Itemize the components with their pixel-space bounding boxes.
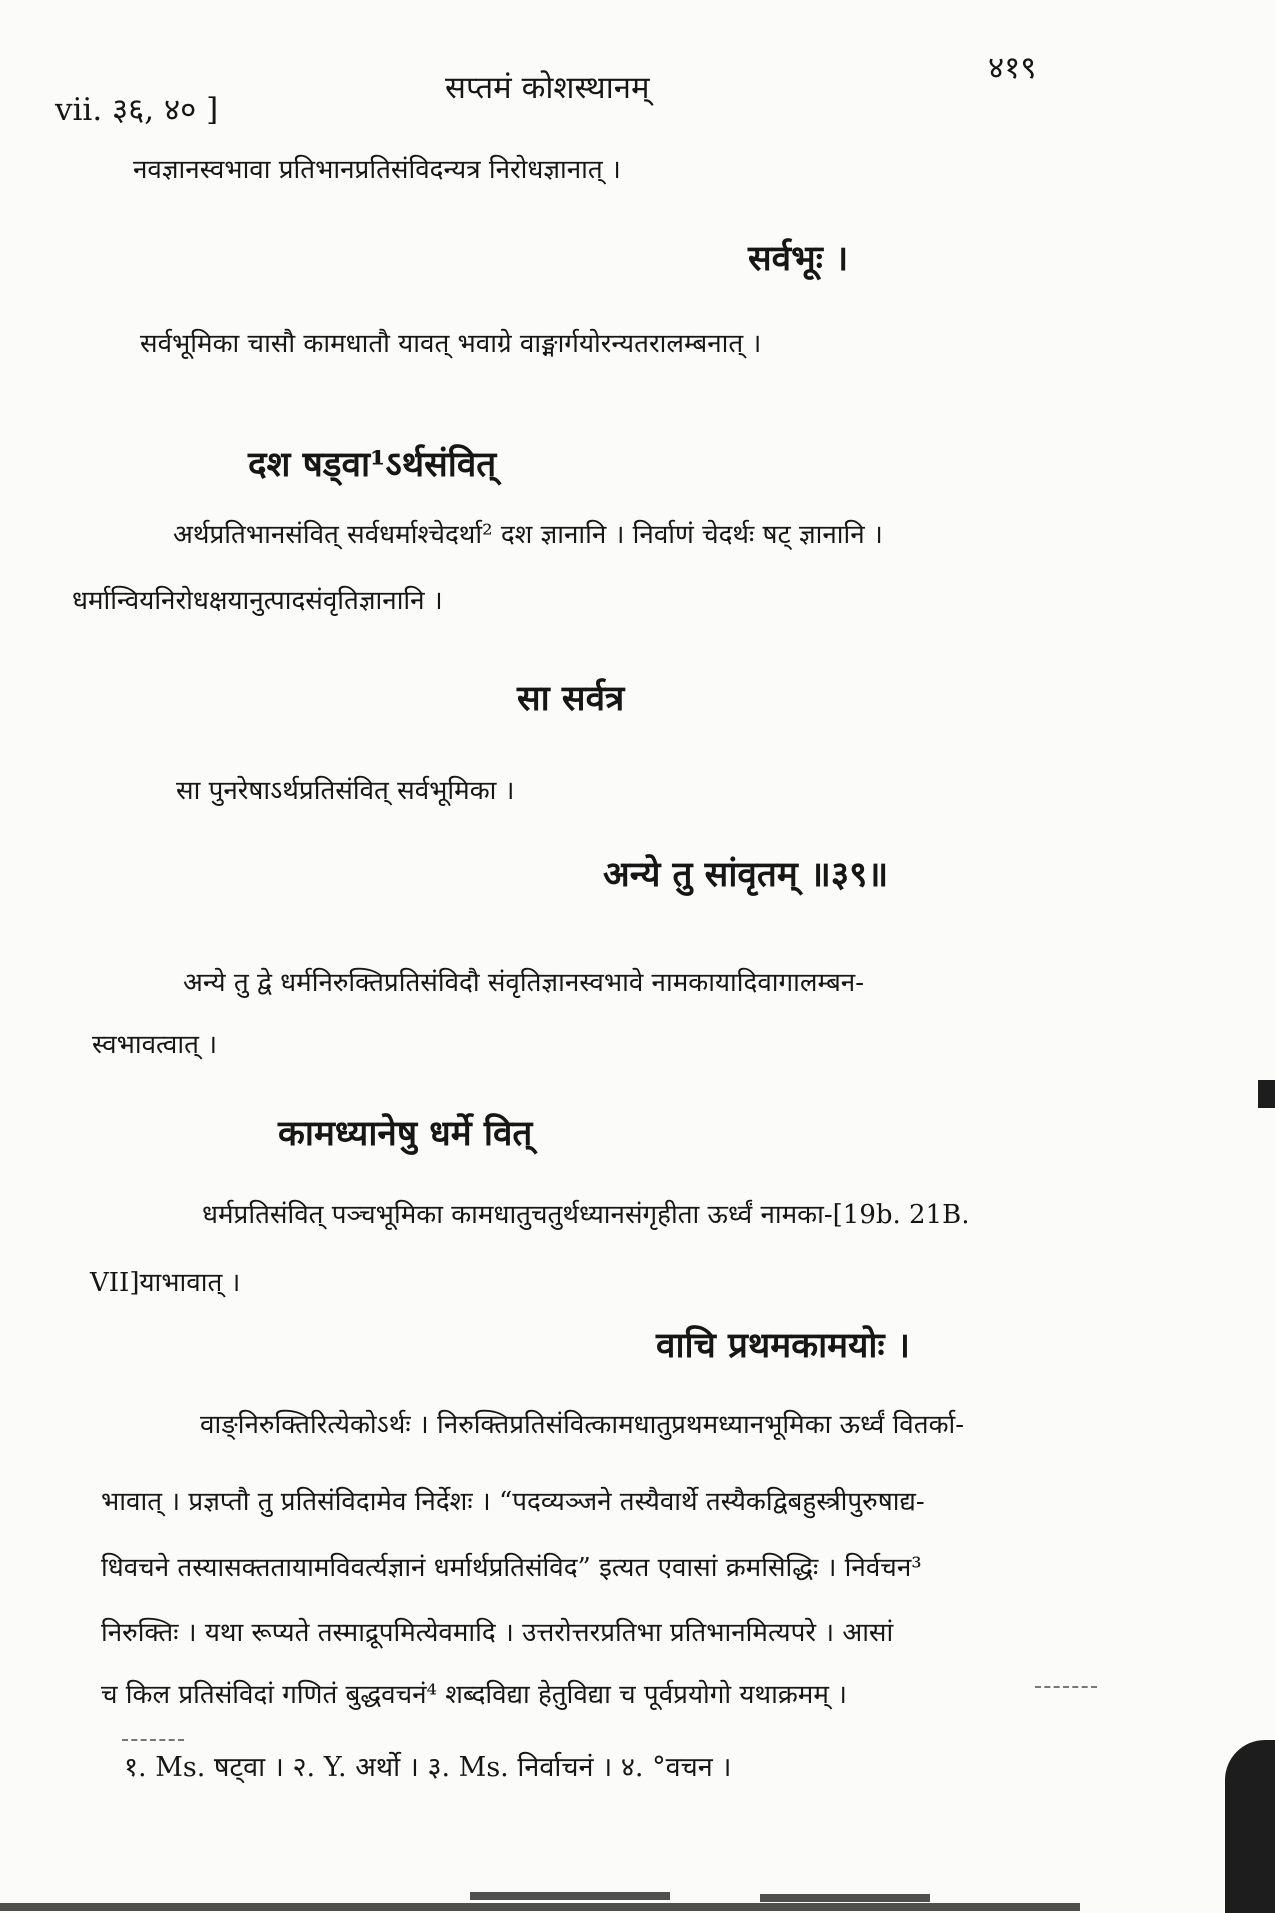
scan-streak [760,1894,930,1902]
running-title: सप्तमं कोशस्थानम् [445,70,650,106]
verse-line: अन्ये तु सांवृतम् ॥३९॥ [603,854,889,895]
verse-line: दश षड्वा¹ऽर्थसंवित् [248,444,497,485]
commentary-line: धिवचने तस्यासक्ततायामविवर्त्यज्ञानं धर्मार्थप्रतिसंविद” इत्यत एवासां क्रमसिद्धिः । निर्वचन³ [101,1553,922,1583]
commentary-line: VII]याभावात् । [90,1268,241,1298]
page-edge-mark [1258,1080,1275,1108]
scan-streak [470,1892,670,1900]
page-number: ४१९ [988,50,1037,86]
commentary-line: अर्थप्रतिभानसंवित् सर्वधर्माश्चेदर्था² दश ज्ञानानि । निर्वाणं चेदर्थः षट् ज्ञानानि । [173,520,883,550]
text-rule [1035,1686,1097,1688]
commentary-line: भावात् । प्रज्ञप्तौ तु प्रतिसंविदामेव निर्देशः । “पदव्यञ्जने तस्यैवार्थे तस्यैकद्विबहुस्त्रीपुरुषाद्य- [101,1487,925,1517]
commentary-line: निरुक्तिः । यथा रूप्यते तस्माद्रूपमित्येवमादि । उत्तरोत्तरप्रतिभा प्रतिभानमित्यपरे । आसां [101,1618,894,1648]
commentary-line: अन्ये तु द्वे धर्मनिरुक्तिप्रतिसंविदौ संवृतिज्ञानस्वभावे नामकायादिवागालम्बन- [183,968,865,998]
commentary-line: धर्मप्रतिसंवित् पञ्चभूमिका कामधातुचतुर्थध्यानसंगृहीता ऊर्ध्वं नामका-[19b. 21B. [202,1200,970,1230]
commentary-line: सा पुनरेषाऽर्थप्रतिसंवित् सर्वभूमिका । [176,776,515,806]
verse-line: सर्वभूः । [748,238,849,279]
verse-line: कामध्यानेषु धर्मे वित् [278,1113,533,1154]
commentary-line: धर्मान्वियनिरोधक्षयानुत्पादसंवृतिज्ञानानि । [72,586,443,616]
footnote-rule [122,1739,184,1741]
commentary-line: सर्वभूमिका चासौ कामधातौ यावत् भवाग्रे वाङ्मार्गयोरन्यतरालम्बनात् । [140,329,762,359]
verse-line: सा सर्वत्र [517,678,625,719]
chapter-reference: vii. ३६, ४० ] [55,92,219,128]
footnotes-line: १. Ms. षट्वा । २. Y. अर्थो । ३. Ms. निर्वाचनं । ४. °वचन । [124,1752,732,1783]
scan-bottom-streak [0,1903,1080,1911]
commentary-line: स्वभावत्वात् । [92,1030,218,1060]
commentary-line: च किल प्रतिसंविदां गणितं बुद्धवचनं⁴ शब्दविद्या हेतुविद्या च पूर्वप्रयोगो यथाक्रमम् । [101,1680,848,1710]
page-edge-shadow [1225,1740,1275,1913]
verse-line: वाचि प्रथमकामयोः । [656,1325,910,1366]
commentary-line: नवज्ञानस्वभावा प्रतिभानप्रतिसंविदन्यत्र निरोधज्ञानात् । [133,155,621,185]
commentary-line: वाङ्निरुक्तिरित्येकोऽर्थः । निरुक्तिप्रतिसंवित्कामधातुप्रथमध्यानभूमिका ऊर्ध्वं वितर्का- [200,1410,965,1440]
